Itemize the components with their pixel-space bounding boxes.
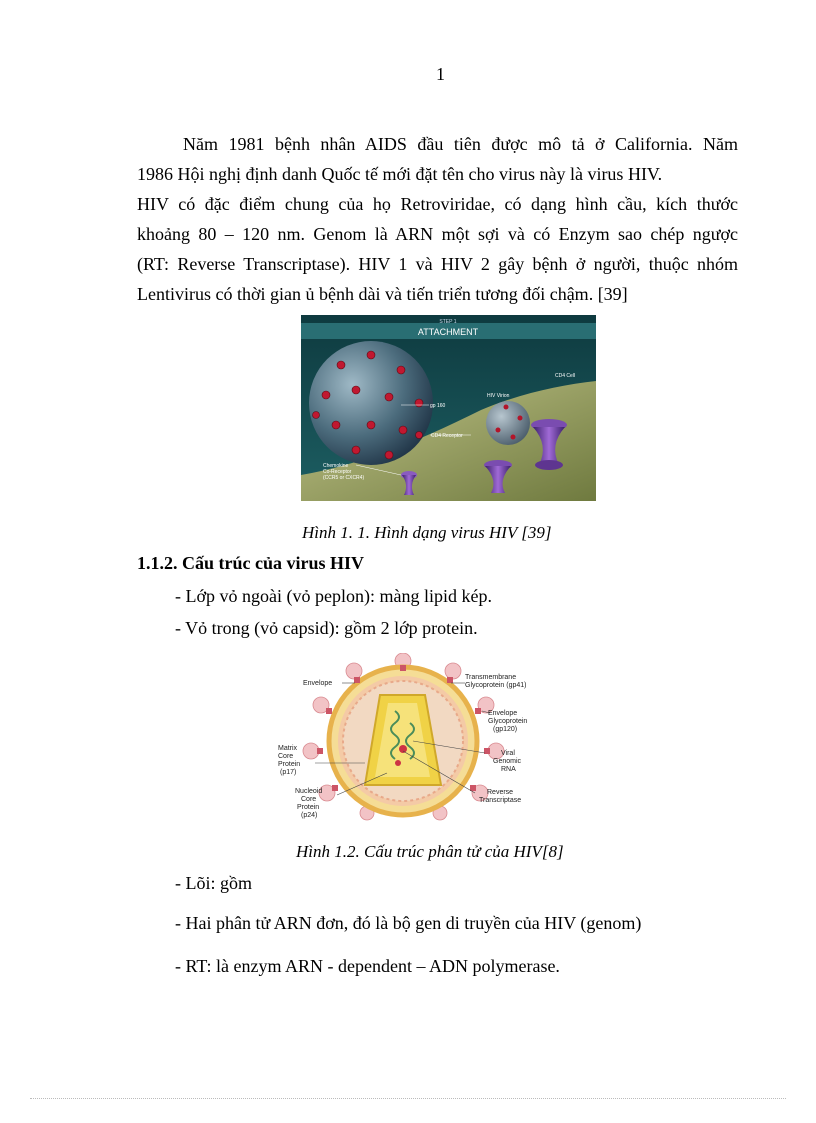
figure2-label-tm1: Transmembrane <box>465 674 517 681</box>
figure2-label-tm2: Glycoprotein (gp41) <box>465 682 527 689</box>
page-bottom-divider <box>30 1098 786 1099</box>
hiv-structure-diagram <box>275 653 557 821</box>
figure2-label-vr3: RNA <box>501 766 516 773</box>
figure2-label-mx4: (p17) <box>280 769 297 776</box>
figure1-label-chemokine-3: (CCR5 or CXCR4) <box>323 475 365 481</box>
figure2-label-mx3: Protein <box>278 761 301 768</box>
figure1-label-cd4receptor: CD4 Receptor <box>431 433 463 439</box>
figure2-label-rt2: Transcriptase <box>479 797 522 804</box>
hiv-attachment-figure <box>301 315 596 501</box>
figure1-label-chemokine-1: Chemokine <box>323 463 349 469</box>
figure2-label-vr2: Genomic <box>493 758 522 765</box>
bullet-reverse-transcriptase: - RT: là enzym ARN - dependent – ADN polymerase. <box>175 956 560 976</box>
figure2-label-eg3: (gp120) <box>493 726 518 733</box>
intro-line-3: HIV có đặc điểm chung của họ Retroviridae, có dạng hình cầu, kích thước <box>137 194 738 214</box>
intro-line-5: (RT: Reverse Transcriptase). HIV 1 và HIV 2 gây bệnh ở người, thuộc nhóm <box>137 254 738 274</box>
figure2-label-mx2: Core <box>278 753 294 760</box>
figure2-label-nc1: Nucleoid <box>295 788 323 795</box>
figure1-label-gp160: gp 160 <box>430 403 446 409</box>
figure2-label-nc2: Core <box>301 796 317 803</box>
figure1-banner: ATTACHMENT <box>417 327 479 337</box>
figure1-label-cd4cell: CD4 Cell <box>555 373 576 379</box>
figure2-label-vr1: Viral <box>501 750 515 757</box>
figure2-label-nc3: Protein <box>297 804 320 811</box>
intro-line-2: 1986 Hội nghị định danh Quốc tế mới đặt tên cho virus này là virus HIV. <box>137 164 663 184</box>
intro-line-6: Lentivirus có thời gian ủ bệnh dài và tiến triển tương đối chậm. [39] <box>137 284 628 304</box>
figure1-caption: Hình 1. 1. Hình dạng virus HIV [39] <box>302 523 552 542</box>
figure2-label-mx1: Matrix <box>278 745 298 752</box>
bullet-core: - Lõi: gồm <box>175 873 252 893</box>
figure2-label-nc4: (p24) <box>301 812 318 819</box>
figure2-label-eg1: Envelope <box>488 710 518 717</box>
intro-line-4: khoảng 80 – 120 nm. Genom là ARN một sợi và có Enzym sao chép ngược <box>137 224 738 244</box>
section-heading: 1.1.2. Cấu trúc của virus HIV <box>137 553 365 573</box>
figure2-label-eg2: Glycoprotein <box>488 718 528 725</box>
figure2-caption: Hình 1.2. Cấu trúc phân tử của HIV[8] <box>296 842 564 861</box>
figure1-banner-step: STEP 1 <box>439 319 457 325</box>
figure2-label-rt1: Reverse <box>487 789 514 796</box>
figure2-label-envelope: Envelope <box>303 680 333 687</box>
bullet-outer-envelope: - Lớp vỏ ngoài (vỏ peplon): màng lipid kép. <box>175 586 492 606</box>
page-number: 1 <box>436 64 445 84</box>
figure1-label-chemokine-2: Co-Receptor <box>323 469 352 475</box>
intro-line-1: Năm 1981 bệnh nhân AIDS đầu tiên được mô tả ở California. Năm <box>183 134 738 154</box>
bullet-inner-capsid: - Vỏ trong (vỏ capsid): gồm 2 lớp protein. <box>175 618 478 638</box>
figure1-label-virion: HIV Virion <box>487 393 510 399</box>
bullet-rna-genome: - Hai phân tử ARN đơn, đó là bộ gen di truyền của HIV (genom) <box>175 913 642 933</box>
